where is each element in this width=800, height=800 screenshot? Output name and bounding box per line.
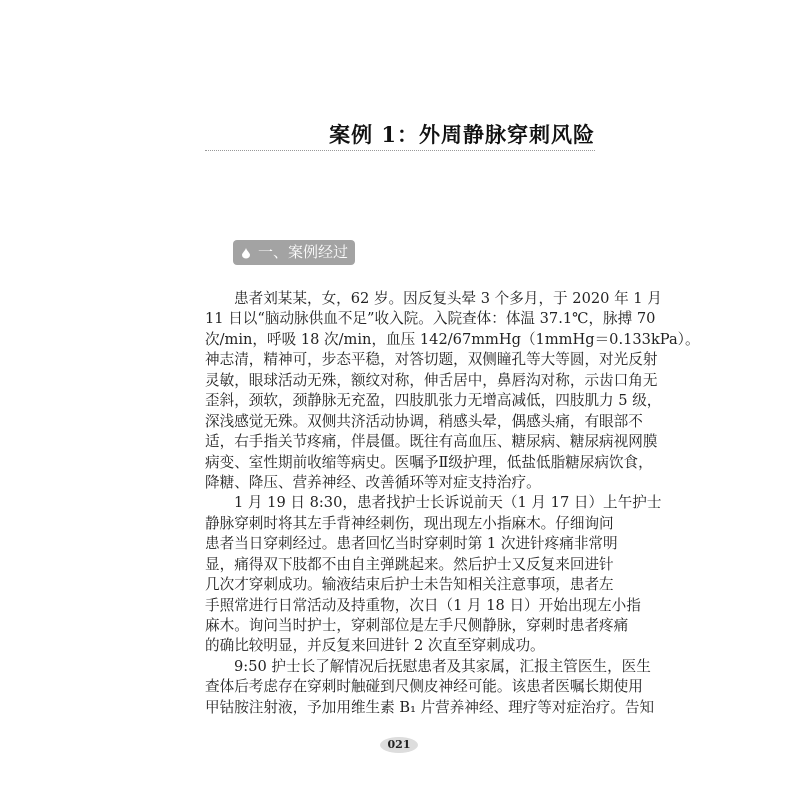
- section-heading-label: 一、案例经过: [258, 243, 349, 261]
- text-line: 9:50 护士长了解情况后抚慰患者及其家属，汇报主管医生，医生: [234, 657, 651, 675]
- page-title: 案例 1：外周静脉穿刺风险: [329, 122, 595, 147]
- text-line: 次/min，呼吸 18 次/min，血压 142/67mmHg（1mmHg＝0.133kPa）。: [205, 330, 700, 348]
- text-line: 适，右手指关节疼痛，伴晨僵。既往有高血压、糖尿病、糖尿病视网膜: [205, 433, 658, 451]
- paragraph: [205, 289, 700, 493]
- text-line: 11 日以“脑动脉供血不足”收入院。入院查体：体温 37.1℃，脉搏 70: [205, 310, 656, 328]
- text-line: 1 月 19 日 8:30，患者找护士长诉说前天（1 月 17 日）上午护士: [234, 494, 662, 512]
- text-line: 患者当日穿刺经过。患者回忆当时穿刺时第 1 次进针疼痛非常明: [205, 535, 618, 553]
- text-line: 歪斜，颈软，颈静脉无充盈，四肢肌张力无增高减低，四肢肌力 5 级，: [205, 392, 662, 410]
- text-line: 几次才穿刺成功。输液结束后护士未告知相关注意事项，患者左: [205, 576, 614, 594]
- text-line: 的确比较明显，并反复来回进针 2 次直至穿刺成功。: [205, 637, 545, 655]
- text-line: 降糖、降压、营养神经、改善循环等对症支持治疗。: [205, 473, 541, 491]
- text-line: 手照常进行日常活动及持重物，次日（1 月 18 日）开始出现左小指: [205, 596, 641, 614]
- paragraph: [205, 493, 662, 657]
- water-drop-icon: [242, 248, 250, 258]
- text-line: 灵敏，眼球活动无殊，额纹对称，伸舌居中，鼻唇沟对称，示齿口角无: [205, 371, 658, 389]
- paragraph: [205, 657, 655, 718]
- text-line: 甲钴胺注射液，予加用维生素 B₁ 片营养神经、理疗等对症治疗。告知: [205, 698, 655, 716]
- section-heading: [233, 240, 355, 265]
- text-line: 静脉穿刺时将其左手背神经刺伤，现出现左小指麻木。仔细询问: [205, 514, 614, 532]
- text-line: 麻木。询问当时护士，穿刺部位是左手尺侧静脉，穿刺时患者疼痛: [205, 617, 629, 634]
- text-line: 病变、室性期前收缩等病史。医嘱予Ⅱ级护理，低盐低脂糖尿病饮食，: [205, 453, 653, 471]
- text-line: 查体后考虑存在穿刺时触碰到尺侧皮神经可能。该患者医嘱长期使用: [205, 678, 643, 696]
- text-line: 显，痛得双下肢都不由自主弹跳起来。然后护士又反复来回进针: [205, 555, 614, 573]
- text-line: 深浅感觉无殊。双侧共济活动协调，稍感头晕，偶感头痛，有眼部不: [205, 412, 643, 430]
- title-divider: [205, 150, 595, 151]
- page-number: 021: [380, 737, 418, 753]
- text-line: 神志清，精神可，步态平稳，对答切题，双侧瞳孔等大等圆，对光反射: [205, 351, 658, 369]
- text-line: 患者刘某某，女，62 岁。因反复头晕 3 个多月，于 2020 年 1 月: [234, 290, 662, 307]
- body-text: [205, 289, 700, 718]
